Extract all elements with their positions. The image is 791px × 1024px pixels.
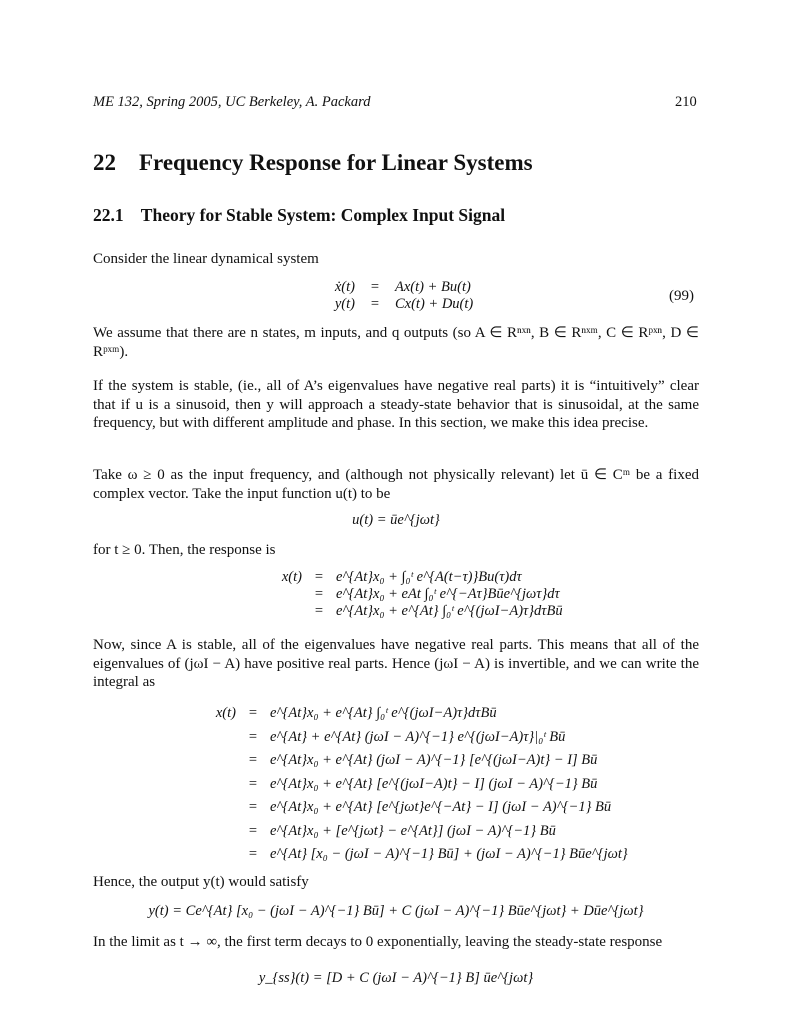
integral-lhs-4 <box>196 773 236 797</box>
eq99-rel-2: = <box>370 296 380 312</box>
response-rel-2: = <box>314 586 324 602</box>
integral-rel-5: = <box>248 799 258 815</box>
response-lhs-3 <box>262 603 302 620</box>
paragraph-output-intro: Hence, the output y(t) would satisfy <box>93 874 309 890</box>
eq99-rhs-2: Cx(t) + Du(t) <box>395 296 474 312</box>
integral-lhs-6 <box>196 820 236 844</box>
integral-lhs-1: x(t) <box>215 705 236 721</box>
integral-rhs-5: e^{At}x₀ + e^{At} [e^{jωt}e^{−At} − I] (jωI − A)^{−1} Bū <box>270 799 612 815</box>
integral-lhs-5 <box>196 796 236 820</box>
running-header: ME 132, Spring 2005, UC Berkeley, A. Packard <box>93 94 371 110</box>
response-rel-1: = <box>314 569 324 585</box>
paragraph-input: Take ω ≥ 0 as the input frequency, and (although not physically relevant) let ū ∈ Cᵐ be a fixed complex vector. Take the input function u(t) to be <box>93 467 699 502</box>
equation-number: (99) <box>669 288 694 304</box>
equation-output: y(t) = Ce^{At} [x₀ − (jωI − A)^{−1} Bū] + C (jωI − A)^{−1} Būe^{jωt} + Dūe^{jωt} <box>148 903 644 919</box>
response-rhs-2: e^{At}x₀ + eAt ∫₀ᵗ e^{−Aτ}Būe^{jωτ}dτ <box>336 586 560 602</box>
subsection-title: 22.1 Theory for Stable System: Complex Input Signal <box>93 205 506 225</box>
response-lhs-1: x(t) <box>281 569 302 585</box>
integral-rhs-1: e^{At}x₀ + e^{At} ∫₀ᵗ e^{(jωI−A)τ}dτBū <box>270 705 497 721</box>
eq99-rhs-1: Ax(t) + Bu(t) <box>395 279 471 295</box>
section-title: 22 Frequency Response for Linear Systems <box>93 150 533 175</box>
integral-rel-6: = <box>248 822 258 839</box>
eq99-lhs-1: ẋ(t) <box>334 279 355 295</box>
paragraph-response-intro: for t ≥ 0. Then, the response is <box>93 542 276 558</box>
integral-rhs-6: e^{At}x₀ + [e^{jωt} − e^{At}] (jωI − A)^{−1} Bū <box>270 822 556 839</box>
response-rhs-1: e^{At}x₀ + ∫₀ᵗ e^{A(t−τ)}Bu(τ)dτ <box>336 569 522 585</box>
eq99-lhs-2: y(t) <box>334 296 355 312</box>
paragraph-stability: If the system is stable, (ie., all of A’s eigenvalues have negative real parts) it is “intuitively” clear that if u is a sinusoid, then y will approach a steady-state behavior that is sinusoidal, at the same frequency, but with different amplitude and phase. In this section, we make this idea precise. <box>93 378 699 431</box>
paragraph-limit: In the limit as t → ∞, the first term decays to 0 exponentially, leaving the steady-state response <box>93 934 663 950</box>
integral-rel-4: = <box>248 775 258 792</box>
response-rel-3: = <box>314 603 324 619</box>
integral-rel-1: = <box>248 705 258 721</box>
integral-rel-2: = <box>248 728 258 745</box>
page-number: 210 <box>675 94 697 110</box>
integral-lhs-3 <box>196 749 236 773</box>
eq99-rel-1: = <box>370 279 380 295</box>
equation-input: u(t) = ūe^{jωt} <box>352 512 440 528</box>
integral-rel-3: = <box>248 752 258 768</box>
integral-rel-7: = <box>248 846 258 862</box>
paragraph-intro: Consider the linear dynamical system <box>93 251 319 267</box>
paragraph-dimensions: We assume that there are n states, m inputs, and q outputs (so A ∈ Rⁿˣⁿ, B ∈ Rⁿˣᵐ, C ∈ Rᵖˣⁿ, D ∈ Rᵖˣᵐ). <box>93 325 699 360</box>
integral-rhs-3: e^{At}x₀ + e^{At} (jωI − A)^{−1} [e^{(jωI−A)t} − I] Bū <box>270 752 598 768</box>
equation-steady-state: y_{ss}(t) = [D + C (jωI − A)^{−1} B] ūe^{jωt} <box>258 970 534 986</box>
response-lhs-2 <box>262 586 302 603</box>
integral-lhs-7 <box>196 843 236 867</box>
equation-response <box>262 569 682 620</box>
equation-integral <box>196 702 696 867</box>
integral-rhs-7: e^{At} [x₀ − (jωI − A)^{−1} Bū] + (jωI − A)^{−1} Būe^{jωt} <box>270 846 628 862</box>
integral-lhs-2 <box>196 726 236 750</box>
response-rhs-3: e^{At}x₀ + e^{At} ∫₀ᵗ e^{(jωI−A)τ}dτBū <box>336 603 563 619</box>
equation-99 <box>310 279 510 313</box>
paragraph-invertible: Now, since A is stable, all of the eigenvalues have negative real parts. This means that all of the eigenvalues of (jωI − A) have positive real parts. Hence (jωI − A) is invertible, and we can write the integral as <box>93 637 699 690</box>
integral-rhs-4: e^{At}x₀ + e^{At} [e^{(jωI−A)t} − I] (jωI − A)^{−1} Bū <box>270 775 598 792</box>
integral-rhs-2: e^{At} + e^{At} (jωI − A)^{−1} e^{(jωI−A)τ}|₀ᵗ Bū <box>270 728 566 745</box>
